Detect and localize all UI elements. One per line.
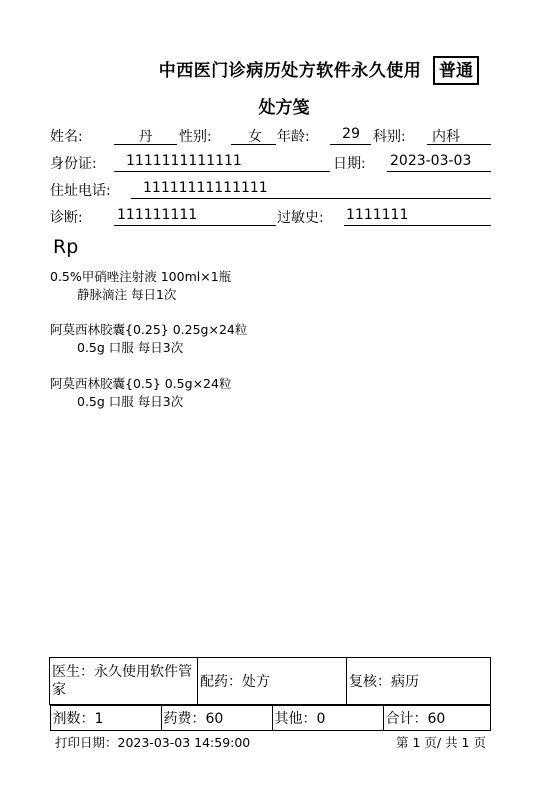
other-fee-cell: 其他：0 — [272, 706, 383, 731]
gender-label: 性别: — [179, 129, 212, 145]
phone-label: 住址电话: — [50, 183, 111, 199]
dispense-cell: 配药：处方 — [198, 658, 347, 705]
drug-item — [50, 268, 231, 304]
signature-fee-table — [49, 657, 491, 731]
id-label: 身份证: — [50, 156, 97, 172]
drug-usage: 静脉滴注 每日1次 — [77, 287, 177, 302]
name-label: 姓名: — [50, 129, 83, 145]
prescription-subtitle: 处方笺 — [258, 98, 310, 118]
date-label: 日期: — [333, 156, 366, 172]
patient-id: 1111111111111 — [114, 153, 330, 172]
patient-gender: 女 — [231, 126, 276, 145]
drug-name: 阿莫西林胶囊{0.25} 0.25g×24粒 — [50, 322, 248, 337]
drug-name: 0.5%甲硝唑注射液 100ml×1瓶 — [50, 269, 232, 284]
page-number: 第 1 页/ 共 1 页 — [396, 735, 486, 750]
age-label: 年龄: — [277, 129, 310, 145]
allergy-label: 过敏史: — [277, 210, 324, 226]
patient-age: 29 — [330, 126, 371, 145]
patient-name: 丹 — [114, 126, 177, 145]
print-date: 打印日期：2023-03-03 14:59:00 — [55, 735, 251, 750]
rp-symbol: Rp — [53, 236, 79, 258]
prescription-date: 2023-03-03 — [387, 153, 491, 172]
diagnosis-label: 诊断: — [50, 210, 83, 226]
patient-diagnosis: 111111111 — [114, 207, 276, 226]
dept-label: 科别: — [373, 129, 406, 145]
patient-dept: 内科 — [427, 126, 491, 145]
prescription-title: 中西医门诊病历处方软件永久使用 — [158, 61, 422, 81]
doses-cell: 剂数：1 — [50, 706, 161, 731]
review-cell: 复核：病历 — [347, 658, 491, 705]
drug-usage: 0.5g 口服 每日3次 — [77, 394, 184, 409]
patient-allergy: 1111111 — [344, 207, 491, 226]
drug-name: 阿莫西林胶囊{0.5} 0.5g×24粒 — [50, 376, 232, 391]
drug-usage: 0.5g 口服 每日3次 — [77, 340, 184, 355]
total-cell: 合计：60 — [383, 706, 490, 731]
drug-item — [50, 321, 247, 357]
prescription-type-badge: 普通 — [433, 56, 479, 85]
drug-item — [50, 375, 231, 411]
patient-phone: 11111111111111 — [131, 180, 491, 199]
doctor-cell: 医生：永久使用软件管家 — [50, 658, 198, 705]
drug-fee-cell: 药费：60 — [161, 706, 272, 731]
